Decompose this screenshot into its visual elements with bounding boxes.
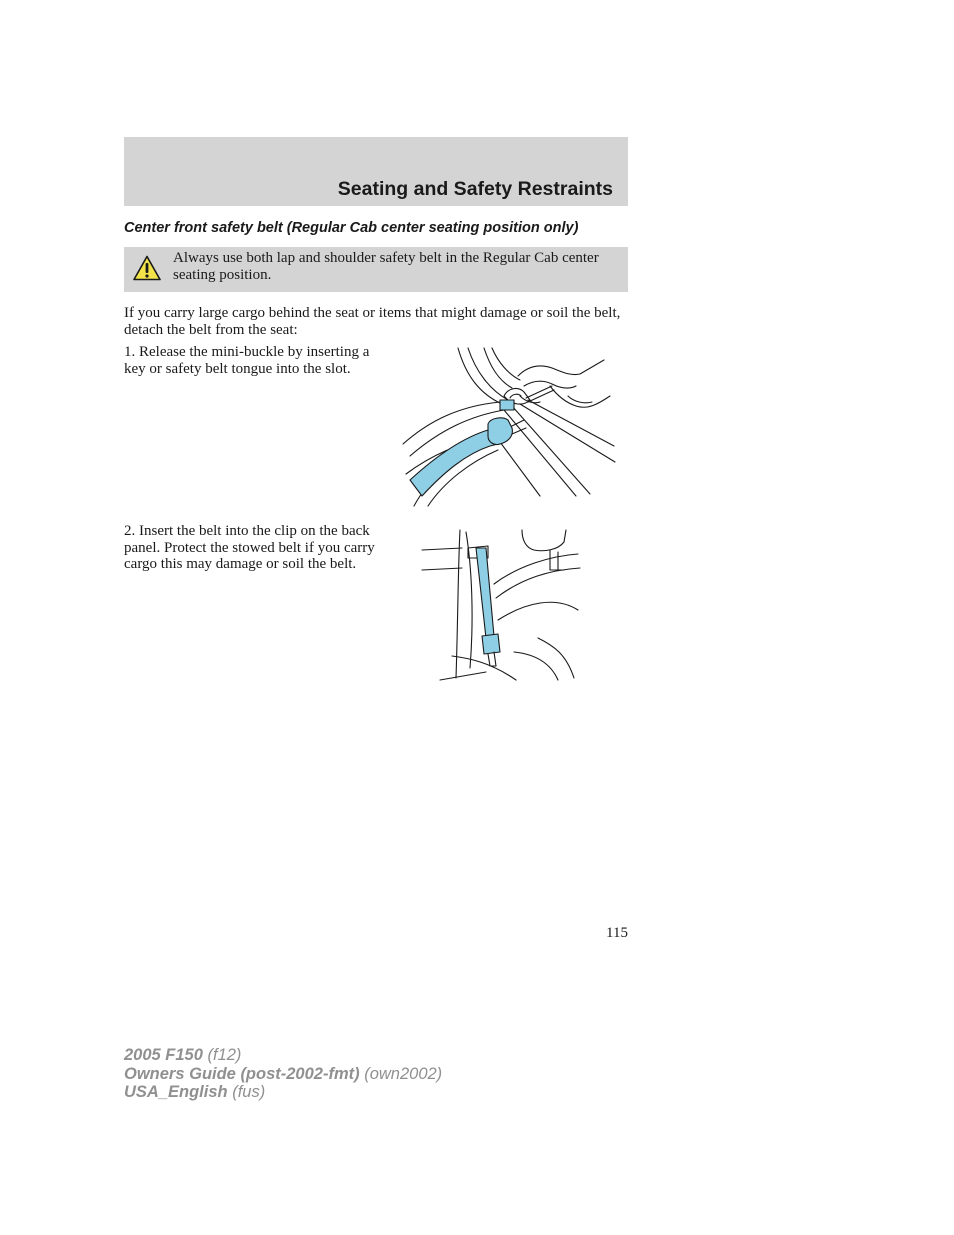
- step-2-text: 2. Insert the belt into the clip on the back panel. Protect the stowed belt if you carry cargo this may damage or soil the belt.: [124, 523, 375, 572]
- belt-stowed-in-clip-illustration: [418, 528, 582, 683]
- intro-paragraph: If you carry large cargo behind the seat or items that might damage or soil the belt, detach the belt from the seat:: [124, 305, 621, 338]
- footer-line-model: 2005 F150 (f12): [124, 1046, 242, 1064]
- warning-text: Always use both lap and shoulder safety belt in the Regular Cab center seating position.: [173, 250, 599, 283]
- subheading: Center front safety belt (Regular Cab center seating position only): [124, 220, 579, 236]
- section-title: Seating and Safety Restraints: [337, 178, 613, 200]
- footer: [124, 1046, 442, 1102]
- page-number: 115: [606, 925, 628, 941]
- warning-box: [124, 247, 628, 292]
- step-1-text: 1. Release the mini-buckle by inserting a key or safety belt tongue into the slot.: [124, 344, 370, 377]
- section-header-band: [124, 137, 628, 206]
- mini-buckle-release-illustration: [400, 346, 616, 508]
- footer-line-guide: Owners Guide (post-2002-fmt) (own2002): [124, 1064, 443, 1083]
- footer-line-language: USA_English (fus): [124, 1083, 266, 1101]
- warning-triangle-icon: [133, 255, 161, 281]
